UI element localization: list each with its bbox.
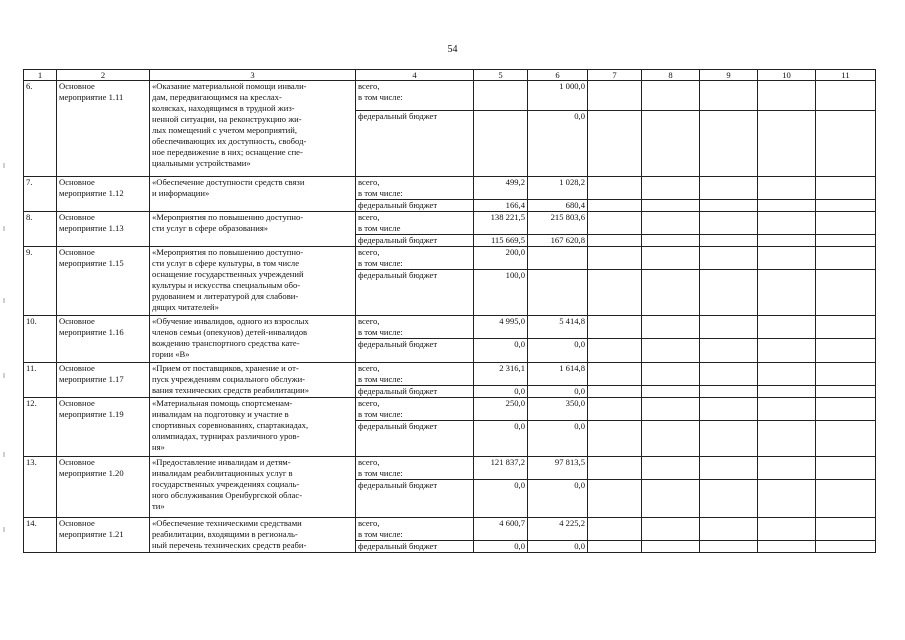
funding-source-line: в том числе: [358,374,403,384]
value-col-10 [758,111,816,177]
funding-source [356,212,474,235]
value-col-5: 121 837,2 [474,457,528,480]
measure-description [150,457,356,518]
measure-name-line: мероприятие 1.21 [59,529,124,539]
measure-name-line: мероприятие 1.20 [59,468,124,478]
funding-source-line: всего, [358,457,380,467]
column-header-7: 7 [588,70,642,81]
value-col-7 [588,212,642,235]
funding-source [356,386,474,398]
value-col-9 [700,457,758,480]
value-col-11 [816,339,876,363]
page-number: 54 [447,44,458,55]
funding-source-line: федеральный бюджет [358,339,438,349]
measure-name-line: мероприятие 1.11 [59,92,124,102]
funding-source [356,316,474,339]
row-number: 12. [24,398,57,457]
value-col-10 [758,270,816,316]
value-col-11 [816,177,876,200]
description-line: гории «В» [152,349,190,359]
column-header-8: 8 [642,70,700,81]
value-col-7 [588,398,642,421]
value-col-5: 0,0 [474,541,528,553]
funding-source-line: в том числе: [358,409,403,419]
description-line: лых помещений с учетом мероприятий, [152,125,298,135]
funding-source-line: в том числе: [358,92,403,102]
value-col-8 [642,398,700,421]
value-col-9 [700,541,758,553]
column-header-1: 1 [24,70,57,81]
measure-description [150,177,356,212]
scan-edge-mark [3,452,5,457]
measure-name-line: мероприятие 1.17 [59,374,124,384]
value-col-11 [816,316,876,339]
column-header-3: 3 [150,70,356,81]
funding-source-line: федеральный бюджет [358,111,438,121]
value-col-8 [642,247,700,270]
measure-name-line: Основное [59,316,95,326]
value-col-11 [816,111,876,177]
value-col-7 [588,480,642,518]
value-col-7 [588,111,642,177]
description-line: пуск учреждениям социального обслужи- [152,374,306,384]
measure-description [150,247,356,316]
measure-name-line: Основное [59,212,95,222]
measure-name [57,177,150,212]
value-col-9 [700,480,758,518]
table-row [24,316,876,339]
value-col-6: 0,0 [528,111,588,177]
funding-source-line: всего, [358,316,380,326]
value-col-10 [758,81,816,111]
value-col-5 [474,111,528,177]
value-col-9 [700,212,758,235]
value-col-5: 499,2 [474,177,528,200]
value-col-7 [588,81,642,111]
measure-name [57,398,150,457]
funding-source-line: в том числе [358,223,401,233]
description-line: «Материальная помощь спортсменам- [152,398,293,408]
value-col-7 [588,541,642,553]
funding-source-line: федеральный бюджет [358,270,438,280]
value-col-11 [816,200,876,212]
value-col-7 [588,235,642,247]
value-col-10 [758,177,816,200]
table-row [24,398,876,421]
description-line: ненной ситуации, на реконструкцию жи- [152,114,302,124]
measure-name-line: мероприятие 1.12 [59,188,124,198]
value-col-11 [816,421,876,457]
column-header-10: 10 [758,70,816,81]
funding-source-line: федеральный бюджет [358,421,438,431]
description-line: сти услуг в сфере образования» [152,223,269,233]
funding-source-line: всего, [358,177,380,187]
value-col-8 [642,541,700,553]
value-col-5: 4 600,7 [474,518,528,541]
value-col-10 [758,235,816,247]
measure-name-line: Основное [59,177,95,187]
value-col-9 [700,235,758,247]
row-number: 7. [24,177,57,212]
funding-source [356,480,474,518]
value-col-7 [588,457,642,480]
table-row [24,177,876,200]
funding-source [356,270,474,316]
row-number: 11. [24,363,57,398]
value-col-5: 138 221,5 [474,212,528,235]
measure-name [57,212,150,247]
measure-description [150,398,356,457]
description-line: ти» [152,501,165,511]
value-col-11 [816,363,876,386]
funding-source [356,541,474,553]
value-col-5: 0,0 [474,386,528,398]
description-line: дам, передвигающимся на креслах- [152,92,282,102]
value-col-11 [816,457,876,480]
measure-name [57,247,150,316]
description-line: вания технических средств реабилитации» [152,385,310,395]
value-col-10 [758,316,816,339]
scan-edge-mark [3,527,5,532]
value-col-7 [588,200,642,212]
value-col-10 [758,212,816,235]
funding-source [356,339,474,363]
value-col-9 [700,316,758,339]
measure-description [150,316,356,363]
description-line: и информации» [152,188,210,198]
row-number: 9. [24,247,57,316]
measure-name-line: Основное [59,398,95,408]
value-col-8 [642,363,700,386]
measure-name-line: Основное [59,457,95,467]
value-col-6: 680,4 [528,200,588,212]
value-col-9 [700,518,758,541]
funding-source-line: федеральный бюджет [358,235,438,245]
measure-name-line: Основное [59,518,95,528]
description-line: членов семьи (опекунов) детей-инвалидов [152,327,308,337]
value-col-5: 4 995,0 [474,316,528,339]
table-row [24,518,876,541]
column-header-6: 6 [528,70,588,81]
description-line: «Прием от поставщиков, хранение и от- [152,363,299,373]
value-col-8 [642,81,700,111]
value-col-6 [528,270,588,316]
value-col-11 [816,212,876,235]
funding-source-line: в том числе: [358,468,403,478]
value-col-11 [816,541,876,553]
measure-description [150,81,356,177]
value-col-6: 0,0 [528,421,588,457]
measure-name [57,81,150,177]
table-body [24,81,876,553]
measure-name-line: мероприятие 1.16 [59,327,124,337]
funding-source [356,518,474,541]
description-line: оснащение государственных учреждений [152,269,304,279]
scan-edge-mark [3,226,5,231]
funding-source-line: всего, [358,247,380,257]
value-col-7 [588,316,642,339]
value-col-9 [700,247,758,270]
budget-table [23,69,876,553]
row-number: 6. [24,81,57,177]
value-col-10 [758,480,816,518]
funding-source-line: в том числе: [358,258,403,268]
value-col-6 [528,247,588,270]
value-col-9 [700,421,758,457]
measure-name-line: мероприятие 1.15 [59,258,124,268]
value-col-10 [758,339,816,363]
measure-name [57,363,150,398]
measure-name-line: Основное [59,247,95,257]
funding-source [356,398,474,421]
description-line: «Мероприятия по повышению доступно- [152,247,304,257]
measure-description [150,518,356,553]
value-col-9 [700,177,758,200]
column-number-header [24,70,876,81]
value-col-6: 1 028,2 [528,177,588,200]
value-col-11 [816,386,876,398]
table-row [24,247,876,270]
value-col-8 [642,270,700,316]
table-row [24,212,876,235]
value-col-9 [700,339,758,363]
funding-source-line: федеральный бюджет [358,200,438,210]
funding-source-line: всего, [358,518,380,528]
scan-edge-mark [3,163,5,168]
value-col-7 [588,270,642,316]
row-number: 10. [24,316,57,363]
value-col-5: 166,4 [474,200,528,212]
description-line: спортивных соревнованиях, спартакиадах, [152,420,309,430]
value-col-6: 350,0 [528,398,588,421]
value-col-11 [816,518,876,541]
funding-source [356,457,474,480]
value-col-11 [816,398,876,421]
value-col-7 [588,247,642,270]
column-header-11: 11 [816,70,876,81]
value-col-5: 0,0 [474,421,528,457]
funding-source-line: всего, [358,398,380,408]
description-line: сти услуг в сфере культуры, в том числе [152,258,300,268]
funding-source [356,81,474,111]
measure-name [57,316,150,363]
value-col-5 [474,81,528,111]
description-line: инвалидам реабилитационных услуг в [152,468,293,478]
table-row [24,457,876,480]
description-line: культуры и искусства специальным обо- [152,280,301,290]
funding-source-line: всего, [358,363,380,373]
value-col-6: 1 000,0 [528,81,588,111]
funding-source [356,177,474,200]
table-row [24,363,876,386]
value-col-5: 100,0 [474,270,528,316]
description-line: «Обучение инвалидов, одного из взрослых [152,316,309,326]
description-line: циальными устройствами» [152,158,251,168]
description-line: дящих читателей» [152,302,219,312]
value-col-10 [758,457,816,480]
value-col-7 [588,339,642,363]
value-col-9 [700,270,758,316]
description-line: обеспечивающих их доступность, свобод- [152,136,307,146]
value-col-7 [588,518,642,541]
description-line: инвалидам на подготовку и участие в [152,409,289,419]
value-col-10 [758,421,816,457]
scan-edge-mark [3,373,5,378]
value-col-6: 0,0 [528,480,588,518]
value-col-10 [758,200,816,212]
budget-table-container [23,69,875,553]
description-line: реабилитации, входящими в региональ- [152,529,298,539]
value-col-9 [700,363,758,386]
value-col-8 [642,177,700,200]
value-col-6: 5 414,8 [528,316,588,339]
funding-source-line: всего, [358,81,380,91]
value-col-9 [700,200,758,212]
value-col-11 [816,235,876,247]
scan-edge-mark [3,298,5,303]
measure-name-line: Основное [59,363,95,373]
value-col-9 [700,111,758,177]
description-line: «Оказание материальной помощи инвали- [152,81,307,91]
value-col-6: 4 225,2 [528,518,588,541]
measure-description [150,212,356,247]
value-col-8 [642,518,700,541]
funding-source-line: федеральный бюджет [358,386,438,396]
value-col-10 [758,363,816,386]
description-line: ное передвижение в них; оснащение спе- [152,147,303,157]
description-line: рудованием и литературой для слабови- [152,291,299,301]
description-line: вождению транспортного средства кате- [152,338,300,348]
value-col-8 [642,386,700,398]
value-col-9 [700,81,758,111]
value-col-5: 115 669,5 [474,235,528,247]
value-col-6: 167 620,8 [528,235,588,247]
description-line: государственных учреждениях социаль- [152,479,300,489]
description-line: ного обслуживания Оренбургской облас- [152,490,303,500]
value-col-10 [758,398,816,421]
value-col-9 [700,386,758,398]
value-col-10 [758,247,816,270]
description-line: «Обеспечение доступности средств связи [152,177,305,187]
value-col-11 [816,247,876,270]
measure-name-line: мероприятие 1.13 [59,223,124,233]
value-col-7 [588,363,642,386]
value-col-8 [642,480,700,518]
value-col-6: 0,0 [528,541,588,553]
value-col-6: 97 813,5 [528,457,588,480]
funding-source [356,235,474,247]
value-col-11 [816,270,876,316]
measure-name-line: Основное [59,81,95,91]
value-col-8 [642,235,700,247]
description-line: ный перечень технических средств реаби- [152,540,307,550]
description-line: ня» [152,442,165,452]
value-col-11 [816,81,876,111]
funding-source-line: федеральный бюджет [358,541,438,551]
funding-source-line: всего, [358,212,380,222]
funding-source-line: в том числе: [358,327,403,337]
funding-source [356,363,474,386]
column-header-2: 2 [57,70,150,81]
value-col-8 [642,457,700,480]
funding-source-line: в том числе: [358,188,403,198]
measure-name [57,518,150,553]
value-col-8 [642,200,700,212]
value-col-8 [642,111,700,177]
value-col-5: 0,0 [474,480,528,518]
value-col-7 [588,386,642,398]
column-header-4: 4 [356,70,474,81]
value-col-7 [588,421,642,457]
measure-name-line: мероприятие 1.19 [59,409,124,419]
value-col-8 [642,212,700,235]
value-col-10 [758,386,816,398]
row-number: 13. [24,457,57,518]
table-row [24,81,876,111]
value-col-11 [816,480,876,518]
row-number: 8. [24,212,57,247]
column-header-5: 5 [474,70,528,81]
description-line: колясках, находящимся в трудной жиз- [152,103,295,113]
description-line: «Предоставление инвалидам и детям- [152,457,291,467]
value-col-8 [642,316,700,339]
value-col-5: 2 316,1 [474,363,528,386]
value-col-8 [642,339,700,363]
description-line: «Обеспечение техническими средствами [152,518,302,528]
value-col-10 [758,518,816,541]
funding-source [356,421,474,457]
value-col-6: 0,0 [528,386,588,398]
funding-source [356,111,474,177]
description-line: «Мероприятия по повышению доступно- [152,212,304,222]
value-col-10 [758,541,816,553]
funding-source [356,200,474,212]
value-col-6: 0,0 [528,339,588,363]
description-line: олимпиадах, турнирах различного уров- [152,431,300,441]
measure-name [57,457,150,518]
value-col-6: 215 803,6 [528,212,588,235]
funding-source-line: федеральный бюджет [358,480,438,490]
value-col-7 [588,177,642,200]
row-number: 14. [24,518,57,553]
column-header-9: 9 [700,70,758,81]
measure-description [150,363,356,398]
funding-source-line: в том числе: [358,529,403,539]
value-col-6: 1 614,8 [528,363,588,386]
value-col-5: 250,0 [474,398,528,421]
value-col-9 [700,398,758,421]
funding-source [356,247,474,270]
value-col-5: 200,0 [474,247,528,270]
value-col-5: 0,0 [474,339,528,363]
value-col-8 [642,421,700,457]
